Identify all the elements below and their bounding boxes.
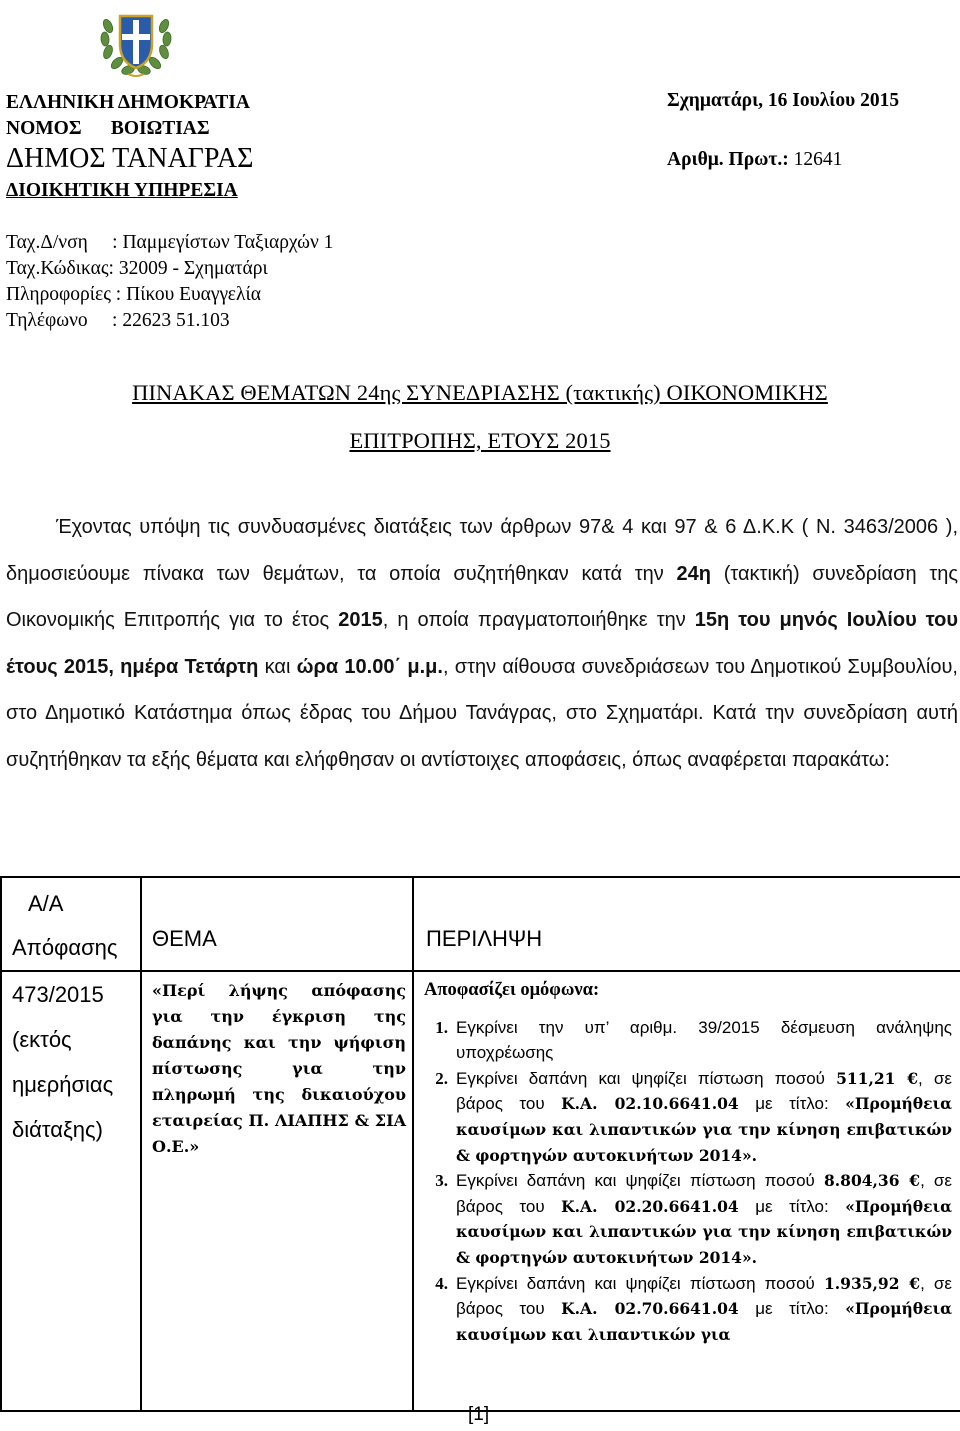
summary-cell	[413, 971, 960, 1411]
document-title-line2: ΕΠΙΤΡΟΠΗΣ, ΕΤΟΥΣ 2015	[349, 428, 611, 453]
agenda-table	[0, 876, 960, 1412]
theme-cell: «Περί λήψης απόφασης για την έγκριση της δαπάνης και την ψήφιση πίστωσης για την πληρωμή της δικαιούχου εταιρείας Π. ΛΙΑΠΗΣ & ΣΙΑ Ο.Ε.»	[141, 971, 413, 1411]
header-municipality: ΔΗΜΟΣ ΤΑΝΑΓΡΑΣ	[6, 143, 254, 174]
document-title-line1: ΠΙΝΑΚΑΣ ΘΕΜΑΤΩΝ 24ης ΣΥΝΕΔΡΙΑΣΗΣ (τακτικής) ΟΙΚΟΝΟΜΙΚΗΣ	[132, 380, 828, 405]
protocol-number: Αριθμ. Πρωτ.: 12641	[667, 149, 843, 170]
contact-phone: Τηλέφωνο : 22623 51.103	[6, 310, 230, 331]
header-decision-number: Α/Α Απόφασης	[1, 877, 141, 971]
list-item: 1. Εγκρίνει την υπ’ αριθμ. 39/2015 δέσμευση ανάληψης υποχρέωσης	[435, 1017, 952, 1063]
page-number: [1]	[468, 1404, 490, 1425]
contact-postcode: Ταχ.Κώδικας: 32009 - Σχηματάρι	[6, 258, 268, 279]
contact-block	[6, 230, 333, 334]
summary-list	[424, 1015, 952, 1348]
intro-paragraph: Έχοντας υπόψη τις συνδυασμένες διατάξεις των άρθρων 97& 4 και 97 & 6 Δ.Κ.Κ ( Ν. 3463/2006 ), δημοσιεύουμε πίνακα των θεμάτων, τα οποία συζητήθηκαν κατά την 24η (τακτική) συνεδρίαση της Οικονομικής Επιτροπής για το έτος 2015, η οποία πραγματοποιήθηκε την 15η του μηνός Ιουλίου του έτους 2015, ημέρα Τετάρτη και ώρα 10.00΄ μ.μ., στην αίθουσα συνεδριάσεων του Δημοτικού Συμβουλίου, στο Δημοτικό Κατάστημα όπως έδρας του Δήμου Τανάγρας, στο Σχηματάρι. Κατά την συνεδρίαση αυτή συζητήθηκαν τα εξής θέματα και ελήφθησαν οι αντίστοιχες αποφάσεις, όπως αναφέρεται παρακάτω:	[6, 516, 958, 771]
header-country: ΕΛΛΗΝΙΚΗ ΔΗΜΟΚΡΑΤΙΑ	[6, 92, 250, 113]
decision-number-cell: 473/2015 (εκτός ημερήσιας διάταξης)	[1, 971, 141, 1411]
table-header-row	[1, 877, 960, 971]
table-row	[1, 971, 960, 1411]
place-date: Σχηματάρι, 16 Ιουλίου 2015	[667, 90, 900, 111]
list-item: 2. Εγκρίνει δαπάνη και ψηφίζει πίστωση ποσού 511,21 €, σε βάρος του Κ.Α. 02.10.6641.04 με τίτλο: «Προμήθεια καυσίμων και λιπαντικών για την κίνηση επιβατικών & φορτηγών αυτοκινήτων 2014».	[435, 1068, 952, 1165]
contact-address: Ταχ.Δ/νση : Παμμεγίστων Ταξιαρχών 1	[6, 232, 334, 253]
list-item: 3. Εγκρίνει δαπάνη και ψηφίζει πίστωση ποσού 8.804,36 €, σε βάρος του Κ.Α. 02.20.6641.04 με τίτλο: «Προμήθεια καυσίμων και λιπαντικών για την κίνηση επιβατικών & φορτηγών αυτοκινήτων 2014».	[435, 1171, 952, 1267]
header-department: ΔΙΟΙΚΗΤΙΚΗ ΥΠΗΡΕΣΙΑ	[6, 180, 238, 201]
contact-info: Πληροφορίες : Πίκου Ευαγγελία	[6, 284, 261, 305]
summary-lead: Αποφασίζει ομόφωνα:	[424, 980, 600, 1000]
header-theme: ΘΕΜΑ	[141, 877, 413, 971]
greek-coat-of-arms-emblem	[98, 6, 174, 80]
header-prefecture: ΝΟΜΟΣ ΒΟΙΩΤΙΑΣ	[6, 118, 210, 139]
list-item: 4. Εγκρίνει δαπάνη και ψηφίζει πίστωση ποσού 1.935,92 €, σε βάρος του Κ.Α. 02.70.6641.04 με τίτλο: «Προμήθεια καυσίμων και λιπαντικών για	[435, 1273, 952, 1344]
header-summary: ΠΕΡΙΛΗΨΗ	[413, 877, 960, 971]
